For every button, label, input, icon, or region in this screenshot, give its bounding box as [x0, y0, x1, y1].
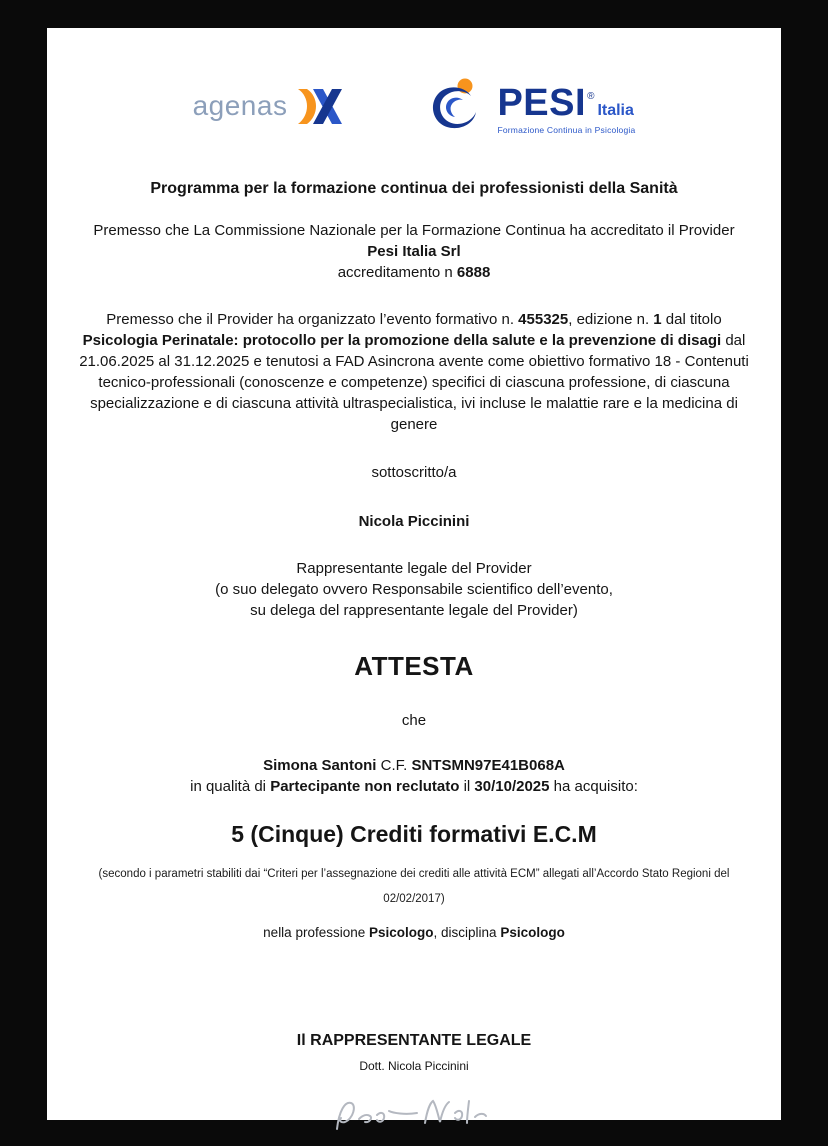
agenas-ribbon-x-icon — [295, 84, 347, 135]
pesi-swoosh-figure-icon — [425, 76, 487, 143]
quality-text-2: il — [459, 778, 475, 795]
signer-role — [71, 558, 757, 621]
certificate-page — [47, 28, 781, 1120]
credits-heading: 5 (Cinque) Crediti formativi E.C.M — [231, 821, 597, 847]
pesi-logo-text — [497, 81, 636, 135]
recipient-cf: SNTSMN97E41B068A — [411, 757, 565, 774]
premise2-text-2: , edizione n. — [568, 311, 654, 328]
course-title: Psicologia Perinatale: protocollo per la promozione della salute e la prevenzione di disagi — [82, 332, 722, 349]
agenas-logo — [193, 84, 348, 135]
document-title: Programma per la formazione continua dei professionisti della Sanità — [150, 180, 678, 197]
discipline-value: Psicologo — [500, 925, 565, 940]
profession-line — [71, 925, 757, 940]
participant-role: Partecipante non reclutato — [270, 778, 460, 795]
recipient-block — [71, 755, 757, 797]
premise-accreditation — [71, 220, 757, 283]
credits-note — [71, 862, 757, 912]
logo-header — [71, 70, 757, 148]
profession-text-2: , disciplina — [433, 925, 501, 940]
signature-area — [71, 1089, 757, 1146]
credits-note-line-1: (secondo i parametri stabiliti dai “Criteri per l’assegnazione dei crediti alle attività ECM” allegati all’Accordo Stato Regioni del — [98, 868, 730, 880]
quality-text-1: in qualità di — [190, 778, 271, 795]
signer-name: Nicola Piccinini — [358, 513, 470, 530]
che-label: che — [401, 712, 427, 729]
legal-rep-title: Il RAPPRESENTANTE LEGALE — [296, 1032, 532, 1049]
pesi-country: Italia — [597, 101, 634, 119]
pesi-wordmark: PESI — [497, 81, 587, 124]
profession-text-1: nella professione — [263, 925, 369, 940]
handwritten-signature — [329, 1089, 499, 1146]
premise2-text-1: Premesso che il Provider ha organizzato l’evento formativo n. — [106, 311, 519, 328]
legal-rep-name: Dott. Nicola Piccinini — [359, 1059, 469, 1073]
provider-name: Pesi Italia Srl — [367, 243, 461, 260]
accreditation-label: accreditamento n — [337, 264, 457, 281]
signer-role-line-3: su delega del rappresentante legale del Provider) — [250, 602, 578, 619]
signer-role-line-1: Rappresentante legale del Provider — [296, 560, 532, 577]
sottoscritto-label: sottoscritto/a — [371, 464, 457, 481]
credits-note-line-2: 02/02/2017) — [383, 893, 445, 905]
accreditation-number: 6888 — [456, 264, 491, 281]
attesta-heading: ATTESTA — [354, 651, 474, 681]
profession-value: Psicologo — [369, 925, 434, 940]
cf-label: C.F. — [376, 757, 412, 774]
edition-number: 1 — [653, 311, 662, 328]
premise1-text: Premesso che La Commissione Nazionale per la Formazione Continua ha accreditato il Provider — [93, 222, 735, 239]
recipient-name: Simona Santoni — [263, 757, 377, 774]
agenas-logo-text: agenas — [192, 90, 288, 121]
premise2-text-4: dal 21.06.2025 al 31.12.2025 e tenutosi a FAD Asincrona avente come obiettivo formativo 18 - Contenuti tecnico-professionali (conoscenze e competenze) specifici di ciascuna professione, di ciascuna specializzazione e di ciascuna attività ultraspecialistica, ivi incluse le malattie rare e la medicina di genere — [79, 332, 749, 433]
premise-event — [71, 309, 757, 435]
pesi-logo — [425, 76, 635, 143]
acquisition-date: 30/10/2025 — [474, 778, 550, 795]
premise2-text-3: dal titolo — [661, 311, 722, 328]
registered-mark: ® — [587, 90, 595, 102]
event-number: 455325 — [518, 311, 569, 328]
pesi-tagline: Formazione Continua in Psicologia — [497, 124, 636, 135]
signer-role-line-2: (o suo delegato ovvero Responsabile scientifico dell’evento, — [215, 581, 613, 598]
quality-text-3: ha acquisito: — [549, 778, 638, 795]
